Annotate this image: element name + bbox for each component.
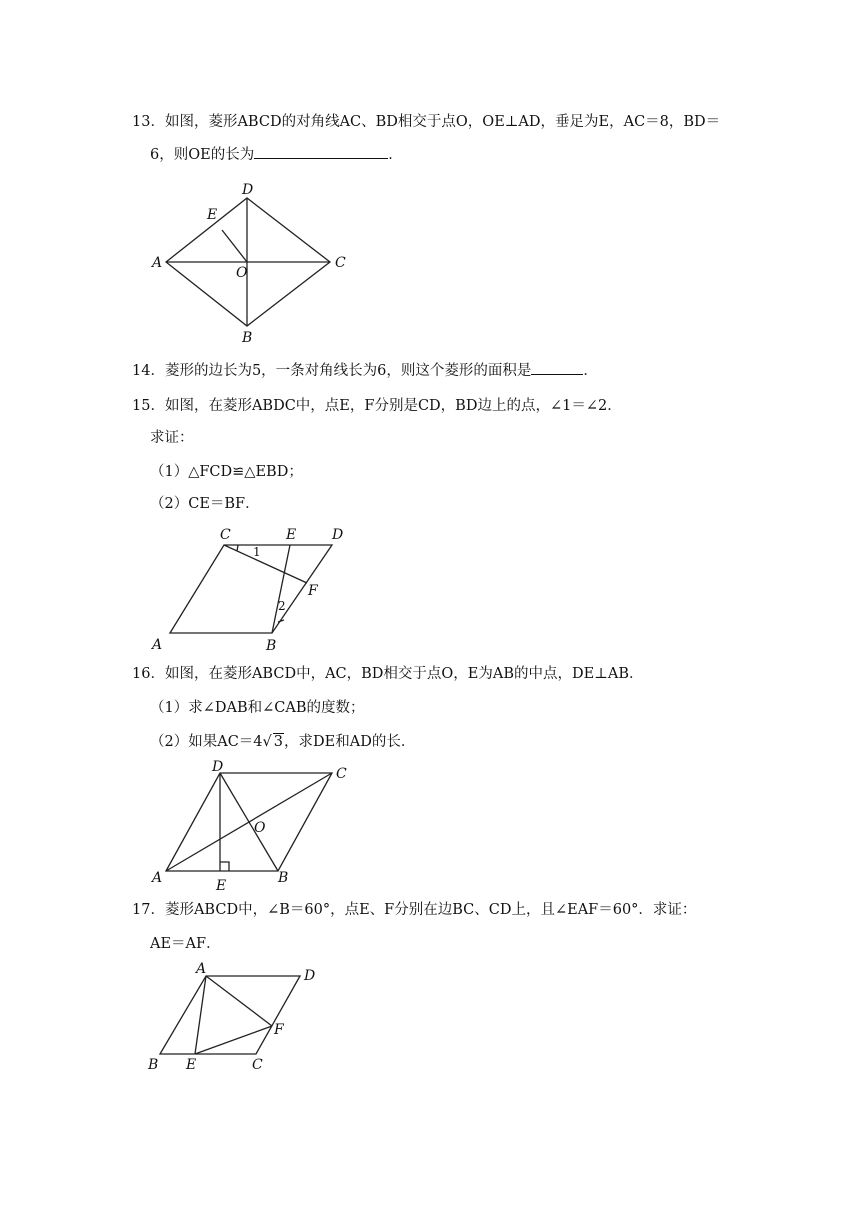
label-e: E	[216, 878, 227, 894]
problem-13-number: 13．	[132, 114, 165, 130]
problem-16-number: 16．	[132, 666, 165, 682]
label-o: O	[236, 265, 248, 281]
label-c: C	[335, 255, 346, 271]
label-a: A	[196, 961, 207, 977]
label-c: C	[220, 527, 231, 543]
label-a: A	[152, 255, 163, 271]
problem-16-part-2-post: ，求DE和AD的长．	[284, 734, 416, 750]
problem-14-end: ．	[583, 363, 598, 379]
problem-16-part-2	[150, 732, 415, 752]
problem-15-line	[132, 396, 622, 416]
problem-16-part-1: （1）求∠DAB和∠CAB的度数；	[150, 700, 365, 716]
label-b: B	[242, 330, 253, 346]
problem-13-figure	[150, 180, 360, 350]
problem-13-text-1: 如图，菱形ABCD的对角线AC、BD相交于点O，OE⊥AD，垂足为E，AC＝8，BD＝	[164, 114, 721, 130]
problem-16-figure	[150, 758, 370, 893]
label-d: D	[332, 527, 344, 543]
label-a: A	[152, 637, 163, 653]
label-b: B	[278, 870, 289, 886]
problem-13-text-2: 6，则OE的长为	[150, 147, 255, 163]
label-a: A	[152, 870, 163, 886]
segment-ae	[195, 976, 206, 1054]
problem-13-end: ．	[388, 147, 403, 163]
problem-16-line	[132, 664, 644, 684]
problem-17-number: 17．	[132, 902, 165, 918]
label-c: C	[336, 766, 347, 782]
label-f: F	[308, 583, 318, 599]
problem-17-figure	[148, 960, 348, 1075]
label-angle-1: 1	[253, 545, 261, 559]
problem-13-line-2	[150, 144, 403, 165]
problem-17-text-1: 菱形ABCD中，∠B＝60°，点E、F分别在边BC、CD上，且∠EAF＝60°．求证：	[164, 902, 697, 918]
segment-af	[206, 976, 272, 1026]
problem-13-line-1	[132, 112, 720, 132]
label-e: E	[186, 1057, 197, 1073]
label-e: E	[286, 527, 297, 543]
label-b: B	[148, 1057, 159, 1073]
label-d: D	[304, 968, 316, 984]
label-c: C	[252, 1057, 263, 1073]
problem-15-text: 如图，在菱形ABDC中，点E，F分别是CD，BD边上的点，∠1＝∠2．	[164, 398, 622, 414]
label-e: E	[207, 207, 218, 223]
sqrt-sign: √	[262, 734, 272, 750]
angle-1-mark	[237, 545, 238, 551]
problem-14-number: 14．	[132, 363, 165, 379]
label-d: D	[242, 182, 254, 198]
segment-ef	[195, 1026, 272, 1054]
problem-15-figure	[150, 524, 370, 654]
rhombus-abcd	[160, 976, 300, 1054]
label-b: B	[266, 638, 277, 654]
label-f: F	[274, 1022, 284, 1038]
problem-16-text: 如图，在菱形ABCD中，AC，BD相交于点O，E为AB的中点，DE⊥AB．	[164, 666, 644, 682]
problem-17-line-2: AE＝AF．	[150, 936, 221, 952]
problem-14-line	[132, 360, 598, 381]
label-o: O	[254, 820, 266, 836]
problem-16-part-2-pre: （2）如果AC＝4	[150, 734, 263, 750]
label-angle-2: 2	[278, 599, 286, 613]
label-d: D	[212, 759, 224, 775]
problem-15-part-2: （2）CE＝BF．	[150, 496, 260, 512]
problem-15-prove: 求证：	[150, 430, 194, 446]
sqrt-radicand: 3	[273, 734, 284, 750]
diagonal-bd	[220, 773, 278, 871]
right-angle-mark	[220, 862, 229, 871]
problem-15-part-1: （1）△FCD≌△EBD；	[150, 464, 303, 480]
problem-13-answer-blank[interactable]	[254, 144, 388, 159]
problem-17-line-1	[132, 900, 696, 920]
problem-15-number: 15．	[132, 398, 165, 414]
problem-14-text: 菱形的边长为5，一条对角线长为6，则这个菱形的面积是	[164, 363, 532, 379]
segment-oe	[222, 230, 247, 262]
problem-14-answer-blank[interactable]	[531, 360, 583, 375]
